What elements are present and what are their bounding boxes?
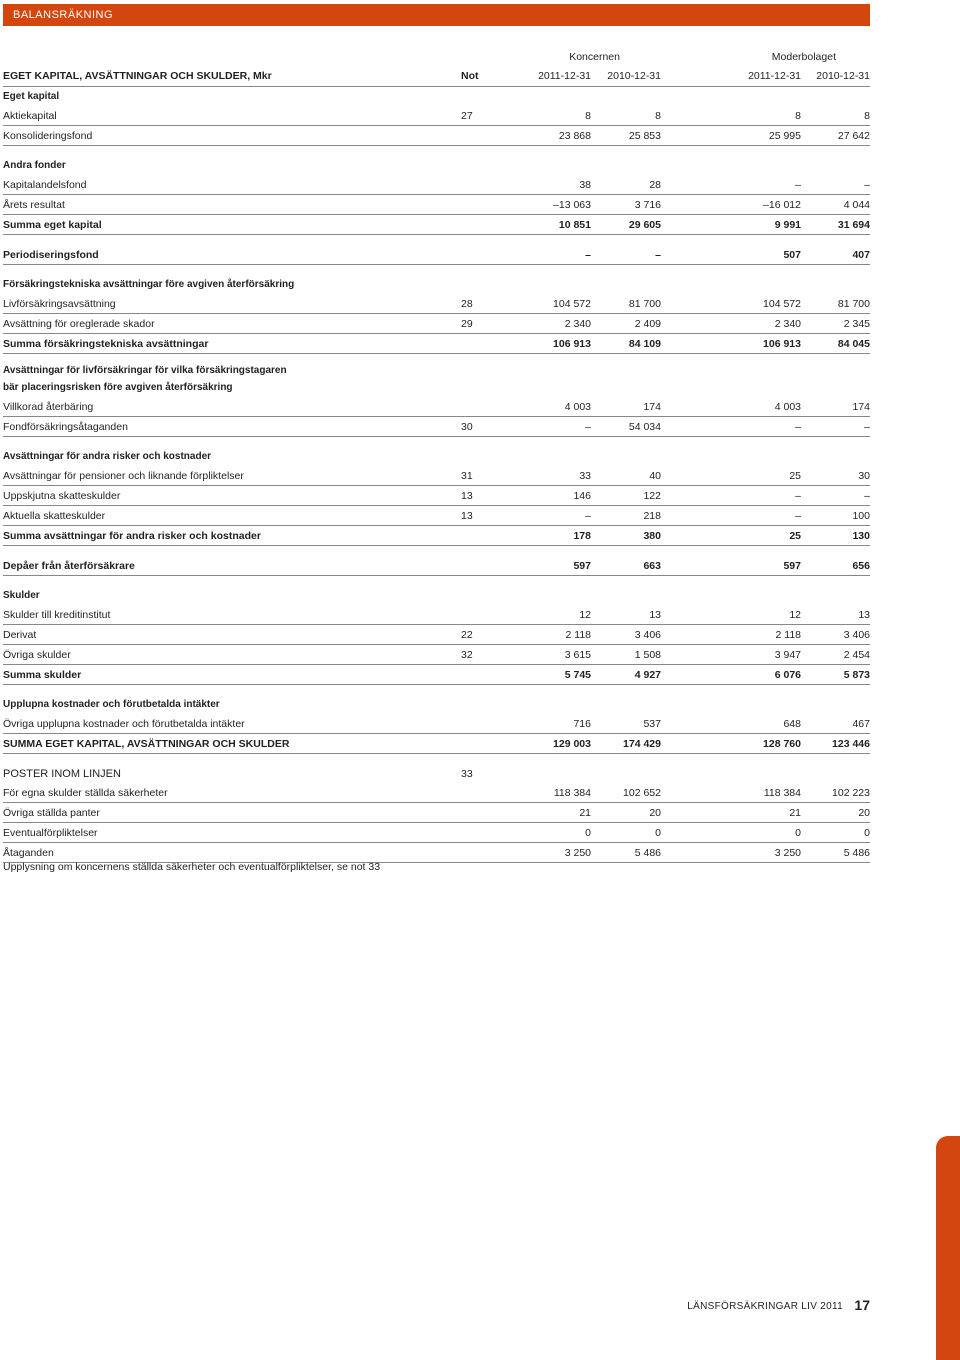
row-value: 84 045 bbox=[837, 338, 870, 350]
row-label: Fondförsäkringsåtaganden bbox=[3, 421, 128, 433]
row-value: 2 118 bbox=[775, 629, 801, 641]
row-value: 3 250 bbox=[564, 847, 591, 859]
row-label: Avsättningar för andra risker och kostnader bbox=[3, 451, 212, 462]
row-label: POSTER INOM LINJEN bbox=[3, 768, 121, 780]
row-value: 4 003 bbox=[774, 401, 801, 413]
row-note-ref: 22 bbox=[461, 629, 473, 641]
row-value: 3 947 bbox=[774, 649, 801, 661]
row-value: 31 694 bbox=[837, 219, 870, 231]
table-row bbox=[3, 605, 870, 625]
row-label: Uppskjutna skatteskulder bbox=[3, 490, 121, 502]
row-value: 716 bbox=[573, 718, 591, 730]
row-label: Övriga upplupna kostnader och förutbetalda intäkter bbox=[3, 718, 245, 730]
row-label: SUMMA EGET KAPITAL, AVSÄTTNINGAR OCH SKULDER bbox=[3, 738, 290, 750]
row-value: 3 406 bbox=[843, 629, 870, 641]
row-value: 8 bbox=[864, 110, 870, 122]
row-value: 2 454 bbox=[843, 649, 870, 661]
row-label: Derivat bbox=[3, 629, 37, 641]
table-row bbox=[3, 665, 870, 685]
header-date-col: 2011-12-31 bbox=[538, 70, 591, 82]
row-value: 129 003 bbox=[553, 738, 591, 750]
row-value: 25 853 bbox=[628, 130, 661, 142]
row-value: 122 bbox=[643, 490, 661, 502]
row-value: 4 927 bbox=[634, 669, 661, 681]
row-value: 2 340 bbox=[774, 318, 801, 330]
row-value: 100 bbox=[852, 510, 870, 522]
row-label: Depåer från återförsäkrare bbox=[3, 560, 135, 572]
table-row bbox=[3, 417, 870, 437]
section-heading-row bbox=[3, 275, 870, 294]
row-label: Avsättning för oreglerade skador bbox=[3, 318, 155, 330]
row-label: Konsolideringsfond bbox=[3, 130, 93, 142]
row-value: 27 642 bbox=[837, 130, 870, 142]
row-label: Summa försäkringstekniska avsättningar bbox=[3, 338, 209, 350]
row-note-ref: 13 bbox=[461, 510, 473, 522]
section-banner bbox=[3, 4, 870, 26]
row-value: 30 bbox=[858, 470, 870, 482]
row-label: Årets resultat bbox=[3, 199, 65, 211]
row-spacer bbox=[3, 265, 870, 275]
row-value: 12 bbox=[579, 609, 591, 621]
row-value: 6 076 bbox=[774, 669, 801, 681]
row-value: 537 bbox=[643, 718, 661, 730]
row-value: 4 044 bbox=[843, 199, 870, 211]
row-value: 2 118 bbox=[565, 629, 591, 641]
row-label: Summa avsättningar för andra risker och kostnader bbox=[3, 530, 261, 542]
row-value: 21 bbox=[789, 807, 801, 819]
row-value: –13 063 bbox=[553, 199, 591, 211]
row-note-ref: 33 bbox=[461, 768, 473, 780]
row-value: 656 bbox=[852, 560, 870, 572]
row-label: Upplupna kostnader och förutbetalda intäkter bbox=[3, 699, 220, 710]
row-value: 5 486 bbox=[634, 847, 661, 859]
row-value: 10 851 bbox=[558, 219, 591, 231]
row-value: 104 572 bbox=[763, 298, 801, 310]
row-note-ref: 28 bbox=[461, 298, 473, 310]
table-row bbox=[3, 734, 870, 754]
section-heading-row bbox=[3, 364, 870, 378]
table-row bbox=[3, 195, 870, 215]
row-spacer bbox=[3, 576, 870, 586]
row-note-ref: 29 bbox=[461, 318, 473, 330]
row-value: 174 429 bbox=[623, 738, 661, 750]
row-value: – bbox=[864, 179, 870, 191]
section-heading-row bbox=[3, 764, 870, 783]
row-value: 106 913 bbox=[553, 338, 591, 350]
table-row bbox=[3, 175, 870, 195]
row-label: För egna skulder ställda säkerheter bbox=[3, 787, 168, 799]
table-row bbox=[3, 314, 870, 334]
group-header-koncernen: Koncernen bbox=[569, 51, 620, 63]
row-value: 1 508 bbox=[634, 649, 661, 661]
row-spacer bbox=[3, 754, 870, 764]
row-value: 81 700 bbox=[837, 298, 870, 310]
row-value: 84 109 bbox=[628, 338, 661, 350]
row-value: 102 223 bbox=[832, 787, 870, 799]
table-row bbox=[3, 245, 870, 265]
row-value: 118 384 bbox=[763, 787, 801, 799]
row-value: 25 bbox=[789, 470, 801, 482]
row-value: 2 340 bbox=[564, 318, 591, 330]
row-value: 597 bbox=[783, 560, 801, 572]
row-spacer bbox=[3, 235, 870, 245]
table-row bbox=[3, 625, 870, 645]
row-label: Åtaganden bbox=[3, 847, 54, 859]
row-value: 12 bbox=[789, 609, 801, 621]
section-heading-row bbox=[3, 378, 870, 397]
row-note-ref: 32 bbox=[461, 649, 473, 661]
row-value: 0 bbox=[864, 827, 870, 839]
row-value: 102 652 bbox=[623, 787, 661, 799]
row-value: 9 991 bbox=[774, 219, 801, 231]
row-label: Övriga skulder bbox=[3, 649, 71, 661]
table-row bbox=[3, 215, 870, 235]
row-value: 174 bbox=[852, 401, 870, 413]
row-value: 38 bbox=[579, 179, 591, 191]
row-value: 3 615 bbox=[564, 649, 591, 661]
row-label: Summa eget kapital bbox=[3, 219, 102, 231]
row-label: Andra fonder bbox=[3, 160, 66, 171]
row-value: – bbox=[795, 179, 801, 191]
row-value: 174 bbox=[643, 401, 661, 413]
section-heading-row bbox=[3, 447, 870, 466]
row-value: 8 bbox=[585, 110, 591, 122]
row-value: 380 bbox=[643, 530, 661, 542]
table-row bbox=[3, 556, 870, 576]
row-value: – bbox=[585, 421, 591, 433]
side-tab bbox=[936, 1136, 960, 1360]
row-value: 3 716 bbox=[634, 199, 661, 211]
row-spacer bbox=[3, 354, 870, 364]
row-value: 20 bbox=[858, 807, 870, 819]
row-value: 106 913 bbox=[763, 338, 801, 350]
row-value: 28 bbox=[649, 179, 661, 191]
row-value: 663 bbox=[643, 560, 661, 572]
row-value: 0 bbox=[655, 827, 661, 839]
table-row bbox=[3, 506, 870, 526]
section-heading-row bbox=[3, 586, 870, 605]
row-label: Aktuella skatteskulder bbox=[3, 510, 106, 522]
row-value: 3 250 bbox=[774, 847, 801, 859]
header-label: EGET KAPITAL, AVSÄTTNINGAR OCH SKULDER, Mkr bbox=[3, 70, 272, 82]
row-value: 5 873 bbox=[843, 669, 870, 681]
row-note-ref: 30 bbox=[461, 421, 473, 433]
row-value: 178 bbox=[573, 530, 591, 542]
row-value: – bbox=[585, 249, 591, 261]
row-value: 4 003 bbox=[564, 401, 591, 413]
row-value: – bbox=[864, 490, 870, 502]
row-spacer bbox=[3, 546, 870, 556]
row-label: Kapitalandelsfond bbox=[3, 179, 87, 191]
row-value: 13 bbox=[858, 609, 870, 621]
header-not: Not bbox=[461, 70, 479, 82]
row-value: 128 760 bbox=[763, 738, 801, 750]
table-row bbox=[3, 783, 870, 803]
row-value: 218 bbox=[643, 510, 661, 522]
row-note-ref: 31 bbox=[461, 470, 473, 482]
row-value: 2 409 bbox=[634, 318, 661, 330]
row-label: Livförsäkringsavsättning bbox=[3, 298, 116, 310]
row-value: 104 572 bbox=[553, 298, 591, 310]
row-label: Eget kapital bbox=[3, 91, 60, 102]
table-row bbox=[3, 334, 870, 354]
row-value: – bbox=[655, 249, 661, 261]
row-value: 648 bbox=[783, 718, 801, 730]
footer-company: LÄNSFÖRSÄKRINGAR LIV 2011 bbox=[687, 1301, 843, 1312]
row-label: Skulder bbox=[3, 590, 40, 601]
footnote: Upplysning om koncernens ställda säkerheter och eventualförpliktelser, se not 33 bbox=[3, 861, 381, 873]
row-label: Avsättningar för pensioner och liknande förpliktelser bbox=[3, 470, 244, 482]
row-value: – bbox=[585, 510, 591, 522]
row-value: 3 406 bbox=[634, 629, 661, 641]
table-row bbox=[3, 486, 870, 506]
row-label: bär placeringsrisken före avgiven återförsäkring bbox=[3, 382, 233, 393]
section-heading-row bbox=[3, 695, 870, 714]
row-label: Aktiekapital bbox=[3, 110, 57, 122]
row-value: 29 605 bbox=[628, 219, 661, 231]
row-value: 0 bbox=[795, 827, 801, 839]
row-value: 467 bbox=[852, 718, 870, 730]
header-date-col: 2010-12-31 bbox=[816, 70, 870, 82]
table-row bbox=[3, 843, 870, 863]
row-value: – bbox=[864, 421, 870, 433]
table-row bbox=[3, 126, 870, 146]
row-value: –16 012 bbox=[763, 199, 801, 211]
row-note-ref: 13 bbox=[461, 490, 473, 502]
table-row bbox=[3, 466, 870, 486]
row-value: 8 bbox=[795, 110, 801, 122]
row-value: 407 bbox=[852, 249, 870, 261]
row-spacer bbox=[3, 437, 870, 447]
row-value: 5 486 bbox=[843, 847, 870, 859]
row-value: 40 bbox=[649, 470, 661, 482]
row-note-ref: 27 bbox=[461, 110, 473, 122]
table-row bbox=[3, 714, 870, 734]
row-value: 130 bbox=[852, 530, 870, 542]
row-value: 146 bbox=[573, 490, 591, 502]
header-date-col: 2010-12-31 bbox=[607, 70, 661, 82]
row-label: Avsättningar för livförsäkringar för vilka försäkringstagaren bbox=[3, 365, 287, 376]
row-value: 81 700 bbox=[628, 298, 661, 310]
row-value: 25 bbox=[789, 530, 801, 542]
row-value: 23 868 bbox=[558, 130, 591, 142]
table-row bbox=[3, 803, 870, 823]
page-number: 17 bbox=[854, 1297, 870, 1313]
section-heading-row bbox=[3, 156, 870, 175]
table-header-row bbox=[3, 66, 870, 87]
table-row bbox=[3, 294, 870, 314]
row-value: 0 bbox=[585, 827, 591, 839]
table-row bbox=[3, 106, 870, 126]
row-value: 5 745 bbox=[564, 669, 591, 681]
table-row bbox=[3, 526, 870, 546]
row-value: 13 bbox=[649, 609, 661, 621]
row-value: 8 bbox=[655, 110, 661, 122]
row-value: 507 bbox=[783, 249, 801, 261]
row-value: 33 bbox=[579, 470, 591, 482]
row-label: Eventualförpliktelser bbox=[3, 827, 98, 839]
table-row bbox=[3, 397, 870, 417]
row-value: – bbox=[795, 510, 801, 522]
row-label: Periodiseringsfond bbox=[3, 249, 99, 261]
section-heading-row bbox=[3, 87, 870, 106]
row-value: – bbox=[795, 421, 801, 433]
row-spacer bbox=[3, 146, 870, 156]
row-value: 118 384 bbox=[553, 787, 591, 799]
row-spacer bbox=[3, 685, 870, 695]
row-label: Skulder till kreditinstitut bbox=[3, 609, 111, 621]
row-value: 123 446 bbox=[832, 738, 870, 750]
header-date-col: 2011-12-31 bbox=[748, 70, 801, 82]
row-value: 2 345 bbox=[843, 318, 870, 330]
table-row bbox=[3, 823, 870, 843]
row-value: 20 bbox=[649, 807, 661, 819]
row-value: 21 bbox=[579, 807, 591, 819]
row-label: Övriga ställda panter bbox=[3, 807, 100, 819]
row-value: 25 995 bbox=[768, 130, 801, 142]
balance-sheet-table bbox=[3, 66, 870, 863]
row-label: Summa skulder bbox=[3, 669, 82, 681]
row-value: 54 034 bbox=[628, 421, 661, 433]
group-header-moderbolaget: Moderbolaget bbox=[771, 51, 836, 63]
table-row bbox=[3, 645, 870, 665]
row-label: Villkorad återbäring bbox=[3, 401, 94, 413]
row-value: – bbox=[795, 490, 801, 502]
row-label: Försäkringstekniska avsättningar före avgiven återförsäkring bbox=[3, 279, 295, 290]
row-value: 597 bbox=[573, 560, 591, 572]
banner-title: BALANSRÄKNING bbox=[13, 9, 114, 21]
